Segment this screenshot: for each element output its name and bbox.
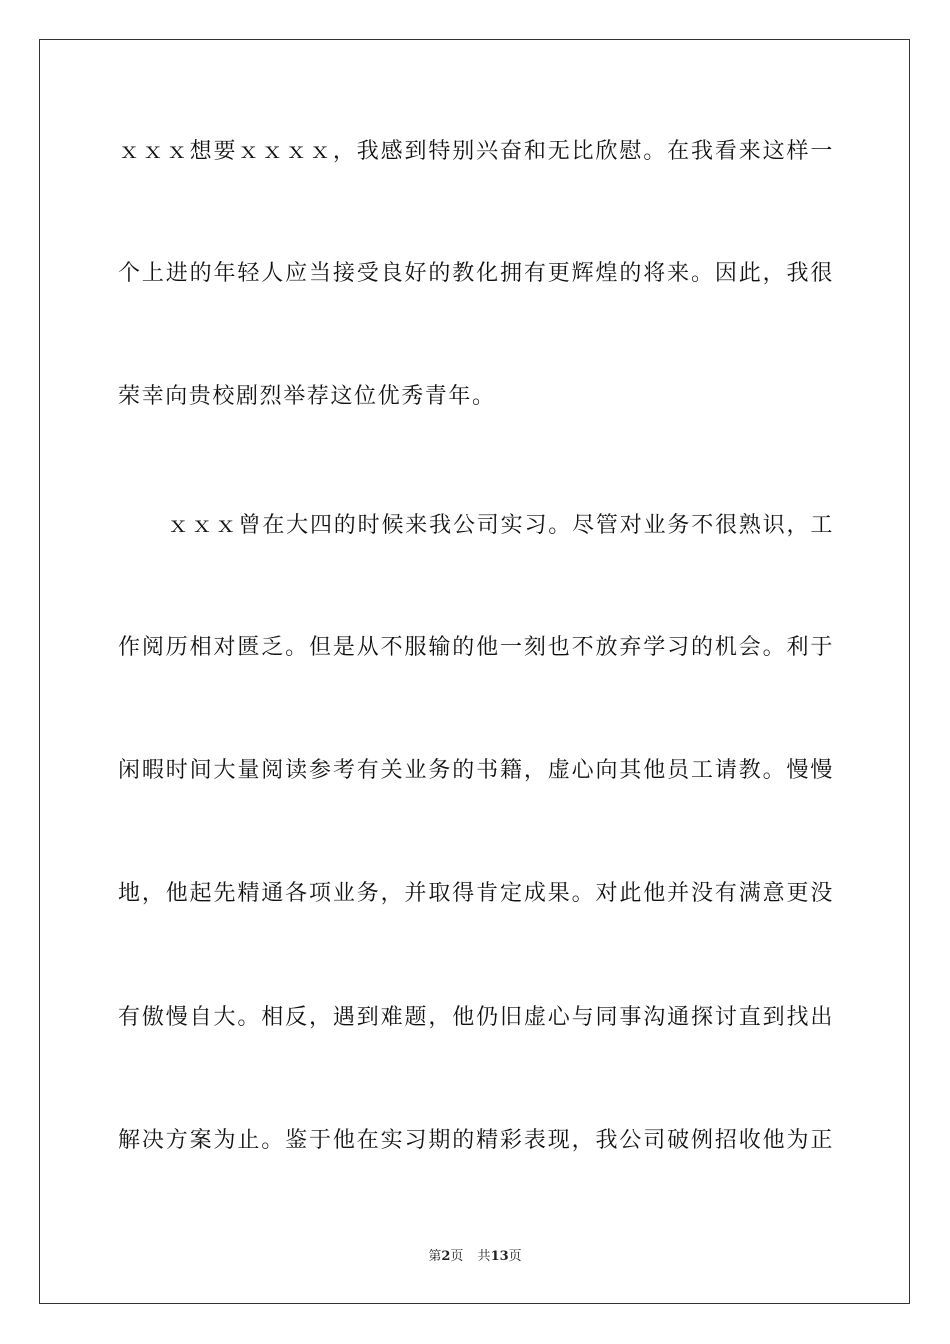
page-border — [39, 39, 910, 1304]
total-pages: 13 — [490, 1249, 509, 1264]
text-line: 地，他起先精通各项业务，并取得肯定成果。对此他并没有满意更没 — [118, 881, 834, 906]
page-footer — [0, 1249, 950, 1265]
text-line: 闲暇时间大量阅读参考有关业务的书籍，虚心向其他员工请教。慢慢 — [118, 758, 834, 783]
text-line: 有傲慢自大。相反，遇到难题，他仍旧虚心与同事沟通探讨直到找出 — [118, 1005, 834, 1030]
total-pages-indicator: 共13页 — [477, 1249, 522, 1264]
text-line: ｘｘｘ想要ｘｘｘｘ，我感到特别兴奋和无比欣慰。在我看来这样一 — [118, 139, 834, 164]
text-line: 解决方案为止。鉴于他在实习期的精彩表现，我公司破例招收他为正 — [118, 1128, 834, 1153]
text-line: 个上进的年轻人应当接受良好的教化拥有更辉煌的将来。因此，我很 — [118, 261, 834, 286]
paragraph-first-line: ｘｘｘ曾在大四的时候来我公司实习。尽管对业务不很熟识，工 — [167, 513, 834, 538]
page-number: 2 — [441, 1249, 451, 1264]
text-line: 荣幸向贵校剧烈举荐这位优秀青年。 — [118, 384, 496, 409]
text-line: 作阅历相对匮乏。但是从不服输的他一刻也不放弃学习的机会。利于 — [118, 635, 834, 660]
page-indicator: 第2页 — [428, 1249, 464, 1264]
